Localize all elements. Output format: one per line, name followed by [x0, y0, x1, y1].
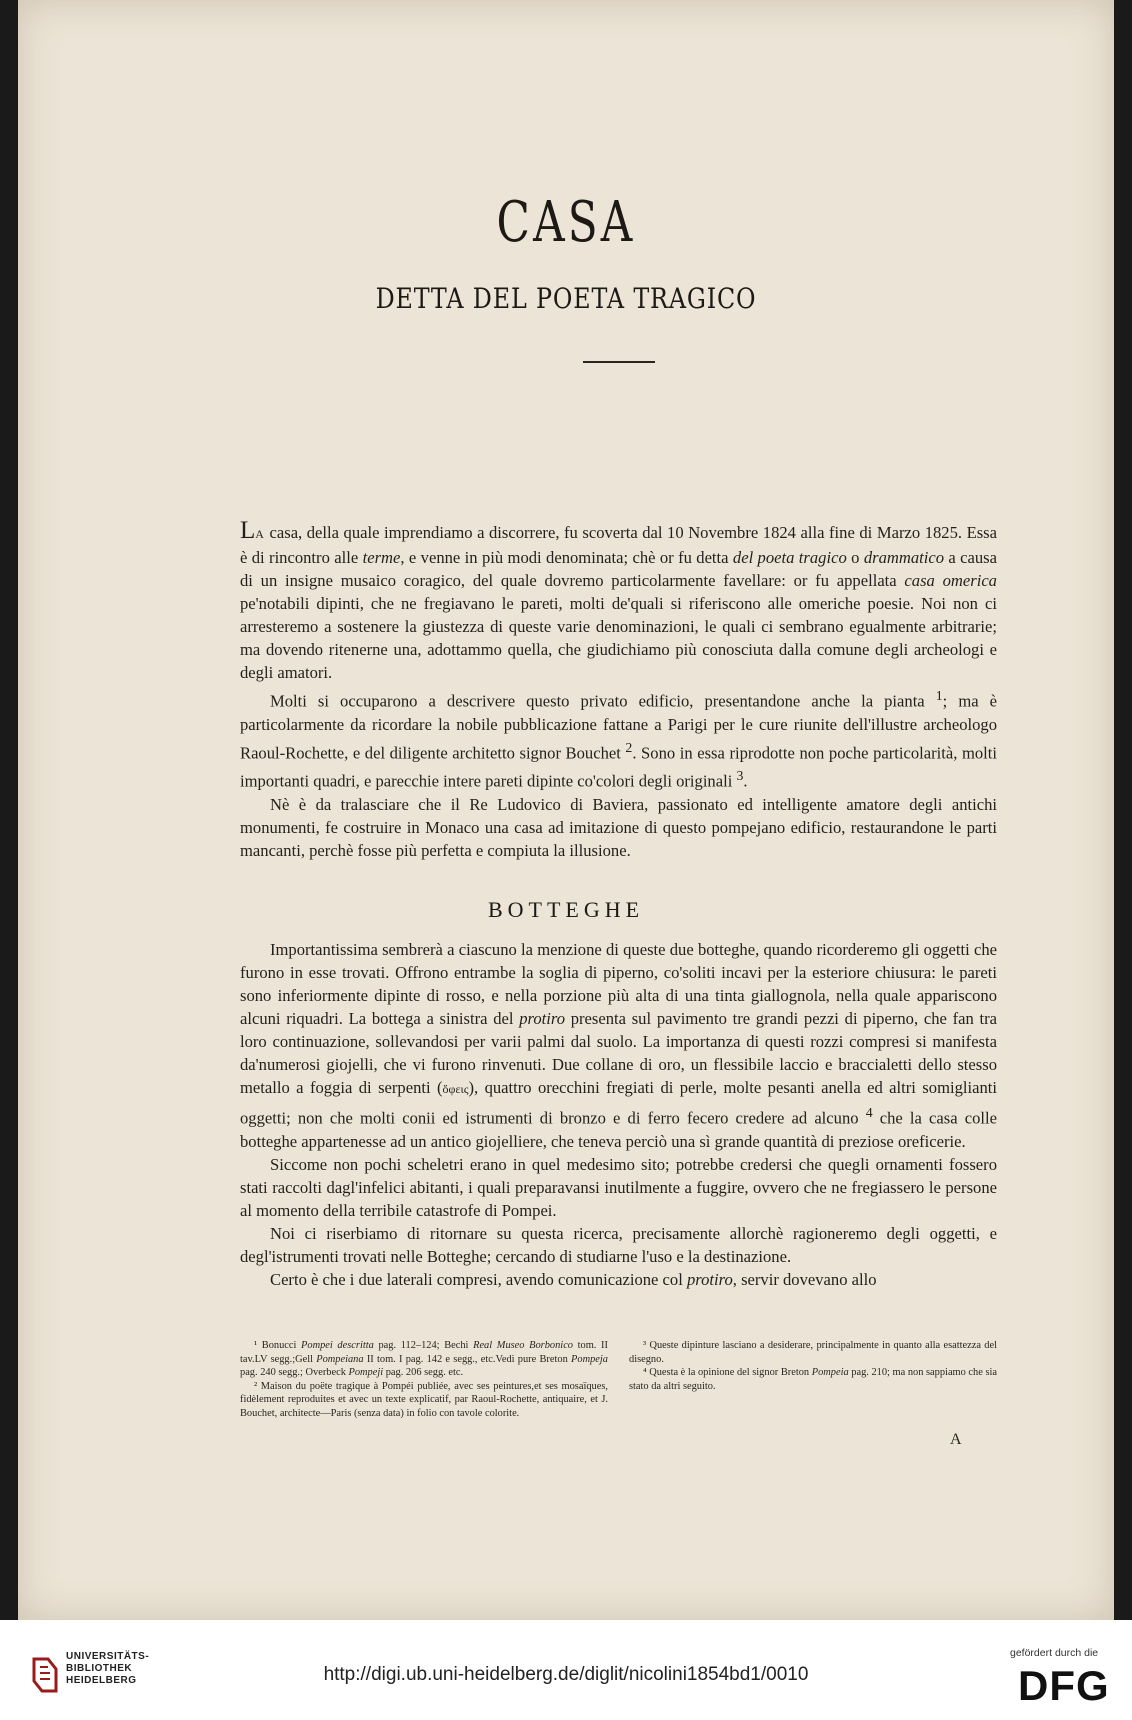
footnote-3: ³ Queste dipinture lasciano a desiderare, principalmente in quanto alla esattezza del disegno. [629, 1340, 997, 1365]
intro-text [240, 519, 997, 862]
paragraph-7: Certo è che i due laterali compresi, avendo comunicazione col protiro, servir dovevano allo [270, 1269, 877, 1289]
library-name[interactable]: UNIVERSITÄTS- BIBLIOTHEK HEIDELBERG [66, 1651, 150, 1686]
page-title: CASA [496, 190, 636, 255]
footnotes [240, 1339, 997, 1421]
botteghe-text [240, 938, 997, 1291]
footnote-ref: 3 [736, 768, 744, 784]
drop-cap: L [240, 517, 256, 544]
page-url-link[interactable]: http://digi.ub.uni-heidelberg.de/diglit/nicolini1854bd1/0010 [323, 1664, 809, 1685]
funding-caption: gefördert durch die [1010, 1647, 1099, 1659]
footnote-ref: 1 [935, 688, 943, 703]
title-divider [583, 361, 655, 363]
paragraph-3: Nè è da tralasciare che il Re Ludovico di Baviera, passionato ed intelligente amatore degli antichi monumenti, fe costruire in Monaco una casa ad imitazione di questo pompejano edificio, restaurandone le parti mancanti, perchè fosse più perfetta e compiuta la illusione. [240, 794, 997, 860]
section-heading: BOTTEGHE [487, 897, 645, 922]
footnotes-right [629, 1339, 997, 1421]
scanned-page [18, 0, 1114, 1620]
signature-mark: A [950, 1431, 962, 1448]
footnote-1: ¹ Bonucci Pompei descritta pag. 112–124; Bechi Real Museo Borbonico tom. II tav.LV segg.;Gell Pompeiana II tom. I pag. 142 e segg., etc.Vedi pure Breton Pompeja pag. 240 segg.; Overbeck Pompeji pag. 206 segg. etc. [240, 1340, 608, 1379]
paragraph-2: Molti si occuparono a descrivere questo privato edificio, presentandone anche la pianta $^1$; ma è particolarmente da ricordare la nobile pubblicazione fattane a Parigi per le cure riunite dell'illustre archeologo Raoul-Rochette, e del diligente architetto signor Bouchet $^2$. Sono in essa riprodotte non poche particolarità, molti importanti quadri, e parecchie intere pareti dipinte co'colori degli originali $^3$. [240, 688, 998, 791]
dfg-logo-icon[interactable]: DFG [1018, 1662, 1110, 1709]
footnote-4: ⁴ Questa è la opinione del signor Breton Pompeia pag. 210; ma non sappiamo che sia stato da altri seguito. [629, 1367, 997, 1392]
paragraph-6: Noi ci riserbiamo di ritornare su questa ricerca, precisamente allorchè ragioneremo degli oggetti, e degl'istrumenti trovati nelle Botteghe; cercando di studiarne l'uso e la destinazione. [240, 1223, 997, 1266]
footnote-2: ² Maison du poëte tragique à Pompéi publiée, avec ses peintures,et ses mosaïques, fidèlement reproduites et avec un texte explicatif, par Raoul-Rochette, antiquaire, et J. Bouchet, architecte—Paris (senza data) in folio con tavole colorite. [240, 1380, 608, 1419]
footnotes-left [240, 1339, 608, 1421]
footnote-ref: 2 [625, 739, 633, 755]
paragraph-5: Siccome non pochi scheletri erano in quel medesimo sito; potrebbe credersi che quegli ornamenti fossero stati raccolti dagl'infelici abitanti, i quali preparavansi inutilmente a fuggire, ovvero che ne fregiassero le persone al momento della terribile catastrofe di Pompei. [240, 1154, 997, 1220]
page-subtitle: DETTA DEL POETA TRAGICO [375, 282, 757, 315]
paragraph-1: LA casa, della quale imprendiamo a discorrere, fu scoverta dal 10 Novembre 1824 alla fine di Marzo 1825. Essa è di rincontro alle terme, e venne in più modi denominata; chè or fu detta del poeta tragico o drammatico a causa di un insigne musaico coragico, del quale dovremo particolarmente favellare: or fu appellata casa omerica pe'notabili dipinti, che ne fregiavano le pareti, molti de'quali si riferiscono alle omeriche poesie. Noi non ci arresteremo a sostenere la giustezza di queste varie denominazioni, le quali ci sembrano egualmente arbitrarie; ma dovendo ritenerne una, adottammo quella, che giudichiamo più conosciuta dalla comune degli archeologi e degli amatori. [240, 517, 997, 682]
paragraph-4: Importantissima sembrerà a ciascuno la menzione di queste due botteghe, quando ricorderemo gli oggetti che furono in esse trovati. Offrono entrambe la soglia di piperno, co'soliti incavi per la esteriore chiusura: le pareti sono inferiormente dipinte di rosso, e nella porzione più alta di una tinta giallognola, nella quale appariscono alcuni riquadri. La bottega a sinistra del protiro presenta sul pavimento tre grandi pezzi di piperno, che fan tra loro continuazione, sollevandosi per varii palmi dal suolo. La importanza di questi rozzi compresi si manifesta da'numerosi giojelli, che vi furono rinvenuti. Due collane di oro, un flessibile laccio e braccialetti dello stesso metallo a foggia di serpenti (ὄφεις), quattro orecchini fregiati di perle, molte pesanti anella ed altri somiglianti oggetti; non che molti conii ed istrumenti di bronzo e di ferro fecero credere ad alcuno $^4$ che la casa colle botteghe appartenesse ad un antico giojelliere, che teneva perciò una sì grande quantità di preziose oreficerie. [240, 940, 997, 1151]
footnote-ref: 4 [865, 1105, 873, 1120]
